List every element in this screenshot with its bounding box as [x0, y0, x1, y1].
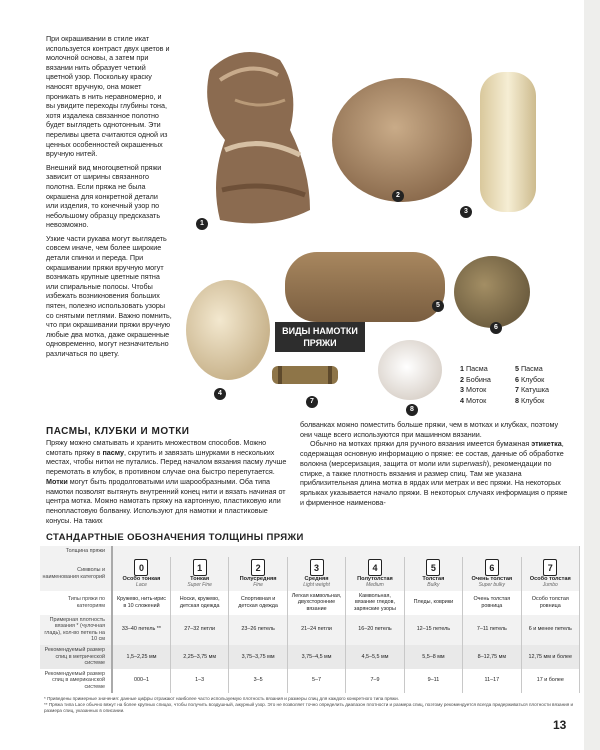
- ball-8: [378, 340, 442, 400]
- yarn-weight-icon: 1: [193, 559, 207, 576]
- legend-item: 1 Пасма: [460, 364, 488, 373]
- weight-english: Super Fine: [187, 582, 212, 589]
- yarn-weight-icon: 7: [543, 559, 557, 576]
- table-cell: 5–7: [287, 669, 345, 693]
- table-cell: Спортивная и детская одежда: [229, 591, 287, 615]
- table-cell: 4,5–5,5 мм: [346, 645, 404, 669]
- table-cell: [521, 557, 579, 591]
- weight-name: Полусредняя: [239, 575, 277, 582]
- weight-name: Очень толстая: [471, 575, 513, 582]
- yarn-weight-icon: 5: [426, 559, 440, 576]
- photo-number: 4: [214, 388, 226, 400]
- table-cell: Очень толстая ровница: [463, 591, 521, 615]
- legend-item: 8 Клубок: [515, 395, 545, 405]
- table-row: Символы и наименования категорий 0 Особо тонкая Lace 1 Тонкая Super Fine 2 Полусредняя Fine 3 Средняя Light weight 4 Полутолстая Medium 5 Толстая Bulky 6 Очень толстая Super bulky 7 Особо толстая Jumbo: [40, 557, 580, 591]
- table-cell: 27–32 петли: [170, 615, 228, 645]
- table-cell: Особо толстая ровница: [521, 591, 579, 615]
- section-title: ПАСМЫ, КЛУБКИ И МОТКИ: [46, 426, 190, 437]
- weight-english: Bulky: [427, 582, 440, 589]
- weight-english: Medium: [366, 582, 384, 589]
- photo-number: 7: [306, 396, 318, 408]
- photo-number: 8: [406, 404, 418, 416]
- table-cell: 7–11 петель: [463, 615, 521, 645]
- table-cell: Кружево, нить-ирис в 10 сложений: [112, 591, 170, 615]
- table-cell: Камвольная, вязание гледов, зарянские узоры: [346, 591, 404, 615]
- table-cell: 3–5: [229, 669, 287, 693]
- table-cell: [346, 557, 404, 591]
- weight-name: Толстая: [422, 575, 445, 582]
- table-cell: 3,75–4,5 мм: [287, 645, 345, 669]
- table-cell: Носки, кружево, детская одежда: [170, 591, 228, 615]
- body-text-left: Пряжу можно сматывать и хранить множеством способов. Можно смотать пряжу в пасму, скрутить и завязать шнурками в нескольких местах, чтобы нитки не путались. Перед началом вязания пасму лучше перемотать в клубок, в противном случае она быстро перепутается. Мотки могут быть продолговатыми или шарообразными. Оба типа намотки позволят вытянуть внутренний конец нити и вязать начиная от центра мотка. Можно намотать пряжу на картонную, пластиковую или пенопластовую болванку. Используют для намотки и пластиковые конусы. На таких: [46, 438, 287, 525]
- weight-name: Тонкая: [190, 575, 210, 582]
- yarn-illustration: [180, 30, 580, 420]
- table-row: Типы пряжи по категориям Кружево, нить-ирис в 10 сложений Носки, кружево, детская одежда Спортивная и детская одежда Легкая камвольная, двухсторонние вязание Камвольная, вязание гледов, зарянские узоры Пледы, коврики Очень толстая ровница Особо толстая ровница: [40, 591, 580, 615]
- weight-english: Fine: [253, 582, 263, 589]
- left-paragraph: Внешний вид многоцветной пряжи зависит от ширины связанного полотна. Если пряжа не была окрашена для конкретной детали или изделия, то конечный узор по небольшому образцу предсказать невозможно.: [46, 162, 162, 230]
- page-number: 13: [553, 718, 567, 732]
- weight-name: Полутолстая: [357, 575, 393, 582]
- weight-name: Особо толстая: [529, 575, 571, 582]
- table-cell: 7–9: [346, 669, 404, 693]
- body-text-right: [300, 420, 570, 507]
- table-cell: 12–15 петель: [404, 615, 462, 645]
- table-cell: 1,5–2,25 мм: [112, 645, 170, 669]
- table-cell: 21–24 петли: [287, 615, 345, 645]
- table-title: СТАНДАРТНЫЕ ОБОЗНАЧЕНИЯ ТОЛЩИНЫ ПРЯЖИ: [46, 532, 304, 543]
- table-row: Толщина пряжи: [40, 546, 580, 557]
- table-cell: 16–20 петель: [346, 615, 404, 645]
- table-cell: 3,75–3,75 мм: [229, 645, 287, 669]
- banner-line: ПРЯЖИ: [303, 338, 337, 348]
- ball-6: [454, 256, 530, 328]
- page-edge: [584, 0, 600, 750]
- footnotes: [44, 696, 584, 714]
- table-cell: 000–1: [112, 669, 170, 693]
- yarn-photos: [180, 30, 580, 420]
- table-cell: [170, 557, 228, 591]
- footnote: * Приведены примерные значения: данные цифры отражают наиболее часто используемую плотность вязания и размеры спиц для каждого конкретного типа пряжи.: [44, 696, 399, 701]
- weight-english: Lace: [136, 582, 147, 589]
- photo-number: 1: [196, 218, 208, 230]
- table-cell: 5,5–8 мм: [404, 645, 462, 669]
- table-cell: 1–3: [170, 669, 228, 693]
- photo-number: 6: [490, 322, 502, 334]
- legend-item: 4 Моток: [460, 395, 487, 405]
- table-cell: 17 и более: [521, 669, 579, 693]
- hank-5: [285, 252, 445, 322]
- photo-number: 5: [432, 300, 444, 312]
- table-cell: [404, 557, 462, 591]
- skein-4: [186, 280, 270, 380]
- spool-7: [272, 366, 338, 384]
- table-cell: 2,25–3,75 мм: [170, 645, 228, 669]
- left-column-text: [46, 34, 172, 363]
- banner-line: ВИДЫ НАМОТКИ: [282, 326, 358, 336]
- footnote: ** Пряжа типа Lace обычно вяжут на более крупных спицах, чтобы получить воздушный, ажурный узор. Это не позволяет точно определить диапазон плотности и размера спиц, поэтому рекомендуется всегда придерживаться плотности вязания и размера спиц, указанных в описании.: [44, 702, 574, 713]
- table-cell: Пледы, коврики: [404, 591, 462, 615]
- weight-english: Light weight: [303, 582, 330, 589]
- table-cell: 23–26 петель: [229, 615, 287, 645]
- photo-number: 3: [460, 206, 472, 218]
- legend-item: 7 Катушка: [515, 385, 550, 394]
- winding-legend: [460, 364, 570, 406]
- table-cell: [463, 557, 521, 591]
- table-cell: [229, 557, 287, 591]
- weight-table: [40, 546, 580, 693]
- left-paragraph: При окрашивании в стиле икат используется контраст двух цветов и молочной основы, а затем при вязании нить образует четкий цветной узор. Поскольку краску наносят вручную, она может проникать в нить неравномерно, и вы увидите переходы глубины тона, хотя издалека связанное полотно будет выглядеть однотонным. Эти переливы цвета считаются одной из ценных особенностей окрашенных вручную нитей.: [46, 34, 170, 159]
- yarn-weight-table: [40, 530, 580, 693]
- weight-english: Super bulky: [478, 582, 506, 589]
- left-paragraph: Узкие части рукава могут выглядеть совсем иначе, чем более широкие детали спинки и переда. При окрашивании пряжи вручную могут возникать крупные цветные пятна или спиральные полосы. Чтобы избежать возникновения больших пятен, полезно использовать узоры со снятыми петлями. Важно помнить, что при окрашивании пряжи вручную любые два мотка, даже окрашенные одновременно, могут незначительно различаться по цвету.: [46, 233, 172, 358]
- table-row: Рекомендуемый размер спиц в метрической системе 1,5–2,25 мм 2,25–3,75 мм 3,75–3,75 мм 3,75–4,5 мм 4,5–5,5 мм 5,5–8 мм 8–12,75 мм 12,75 мм и более: [40, 645, 580, 669]
- legend-item: 3 Моток: [460, 385, 487, 394]
- body-paragraph: Обычно на мотках пряжи для ручного вязания имеется бумажная этикетка, содержащая основную информацию о пряже: ее состав, данные об обработке волокна (мерсеризация, защита от моли или superwash), рекомендации по стирке, а также плотность вязания и размер спиц. Там же указана приблизительная длина мотка в ярдах или метрах и вес пряжи. На некоторых ярлыках указывается начало пряжи. В некоторых случаях информация о пряже и фирменное наименова-: [300, 439, 568, 507]
- table-cell: 12,75 мм и более: [521, 645, 579, 669]
- yarn-weight-icon: 0: [134, 559, 148, 576]
- table-cell: [287, 557, 345, 591]
- hank-1: [207, 52, 310, 223]
- photo-number: 2: [392, 190, 404, 202]
- table-cell: 6 и менее петель: [521, 615, 579, 645]
- legend-item: 6 Клубок: [515, 374, 545, 384]
- legend-item: 2 Бобина: [460, 374, 491, 384]
- table-cell: 11–17: [463, 669, 521, 693]
- table-row: Рекомендуемый размер спиц в американской системе 000–1 1–3 3–5 5–7 7–9 9–11 11–17 17 и более: [40, 669, 580, 693]
- legend-item: 5 Пасма: [515, 364, 543, 373]
- yarn-weight-icon: 3: [310, 559, 324, 576]
- bobbin-2: [332, 78, 472, 202]
- yarn-weight-icon: 2: [251, 559, 265, 576]
- weight-name: Средняя: [304, 575, 329, 582]
- table-cell: 8–12,75 мм: [463, 645, 521, 669]
- winding-types-banner: [275, 322, 365, 352]
- table-cell: [112, 557, 170, 591]
- skein-3: [480, 72, 536, 212]
- yarn-weight-icon: 6: [485, 559, 499, 576]
- table-cell: 33–40 петель **: [112, 615, 170, 645]
- yarn-weight-icon: 4: [368, 559, 382, 576]
- weight-name: Особо тонкая: [122, 575, 161, 582]
- body-paragraph: болванках можно поместить больше пряжи, чем в мотках и клубках, поэтому они чаще всего используются при машинном вязании.: [300, 420, 559, 439]
- table-cell: Легкая камвольная, двухсторонние вязание: [287, 591, 345, 615]
- table-row: Примерная плотность вязания * (чулочная гладь), кол-во петель на 10 см 33–40 петель ** 27–32 петли 23–26 петель 21–24 петли 16–20 петель 12–15 петель 7–11 петель 6 и менее петель: [40, 615, 580, 645]
- table-cell: 9–11: [404, 669, 462, 693]
- weight-english: Jumbo: [542, 582, 558, 589]
